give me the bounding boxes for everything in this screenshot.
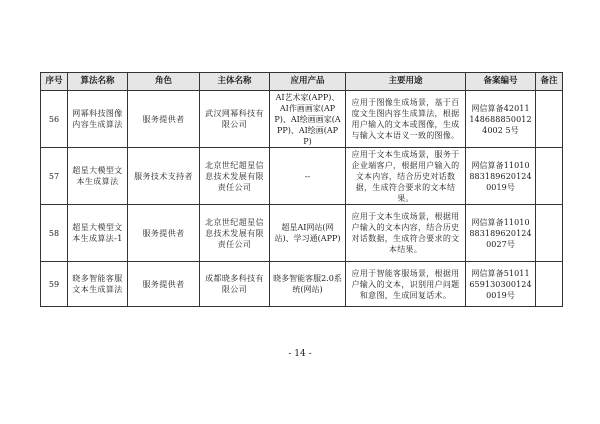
header-algorithm: 算法名称 bbox=[68, 73, 128, 91]
header-role: 角色 bbox=[128, 73, 200, 91]
row-record: 网信算备510116591303001240019号 bbox=[466, 262, 536, 307]
table-row bbox=[41, 205, 563, 262]
row-product: AI艺术家(APP)、AI作画画家(APP)、AI绘画画家(APP)、AI绘画(APP) bbox=[270, 91, 346, 148]
row-product: -- bbox=[270, 148, 346, 205]
row-note bbox=[536, 148, 563, 205]
row-note bbox=[536, 262, 563, 307]
header-record: 备案编号 bbox=[466, 73, 536, 91]
row-index: 57 bbox=[41, 148, 68, 205]
row-entity: 北京世纪超星信息技术发展有限责任公司 bbox=[200, 205, 270, 262]
row-role: 服务技术支持者 bbox=[128, 148, 200, 205]
row-entity: 成都晓多科技有限公司 bbox=[200, 262, 270, 307]
row-purpose: 应用于文本生成场景，根据用户输入的文本内容，结合历史对话数据，生成符合要求的文本结果。 bbox=[346, 205, 466, 262]
row-record: 网信算备420111486888500124002 5号 bbox=[466, 91, 536, 148]
row-record: 网信算备110108831896201240019号 bbox=[466, 148, 536, 205]
row-algorithm: 晓多智能客服文本生成算法 bbox=[68, 262, 128, 307]
row-role: 服务提供者 bbox=[128, 91, 200, 148]
row-index: 58 bbox=[41, 205, 68, 262]
row-purpose: 应用于智能客服场景，根据用户输入的文本，识别用户问题和意图，生成回复话术。 bbox=[346, 262, 466, 307]
row-role: 服务提供者 bbox=[128, 262, 200, 307]
row-role: 服务提供者 bbox=[128, 205, 200, 262]
row-entity: 北京世纪超星信息技术发展有限责任公司 bbox=[200, 148, 270, 205]
row-index: 56 bbox=[41, 91, 68, 148]
table-row bbox=[41, 262, 563, 307]
row-product: 晓多智能客服2.0系统(网站) bbox=[270, 262, 346, 307]
row-index: 59 bbox=[41, 262, 68, 307]
row-algorithm: 网幂科技图像内容生成算法 bbox=[68, 91, 128, 148]
header-product: 应用产品 bbox=[270, 73, 346, 91]
row-record: 网信算备110108831896201240027号 bbox=[466, 205, 536, 262]
row-note bbox=[536, 91, 563, 148]
table-row bbox=[41, 148, 563, 205]
header-entity: 主体名称 bbox=[200, 73, 270, 91]
page-number: - 14 - bbox=[288, 349, 312, 359]
header-index: 序号 bbox=[41, 73, 68, 91]
row-purpose: 应用于图像生成场景，基于百度文生图内容生成算法，根据用户输入的文本或图像，生成与输入文本语义一致的图像。 bbox=[346, 91, 466, 148]
row-entity: 武汉网幂科技有限公司 bbox=[200, 91, 270, 148]
row-note bbox=[536, 205, 563, 262]
algorithm-registry-table bbox=[40, 72, 563, 307]
row-algorithm: 超星大模型文本生成算法-1 bbox=[68, 205, 128, 262]
row-algorithm: 超星大模型文本生成算法 bbox=[68, 148, 128, 205]
table-row bbox=[41, 91, 563, 148]
header-purpose: 主要用途 bbox=[346, 73, 466, 91]
row-purpose: 应用于文本生成场景，服务于企业端客户，根据用户输入的文本内容，结合历史对话数据，生成符合要求的文本结果。 bbox=[346, 148, 466, 205]
row-product: 超星AI网站(网站)、学习通(APP) bbox=[270, 205, 346, 262]
table-header-row bbox=[41, 73, 563, 91]
header-note: 备注 bbox=[536, 73, 563, 91]
